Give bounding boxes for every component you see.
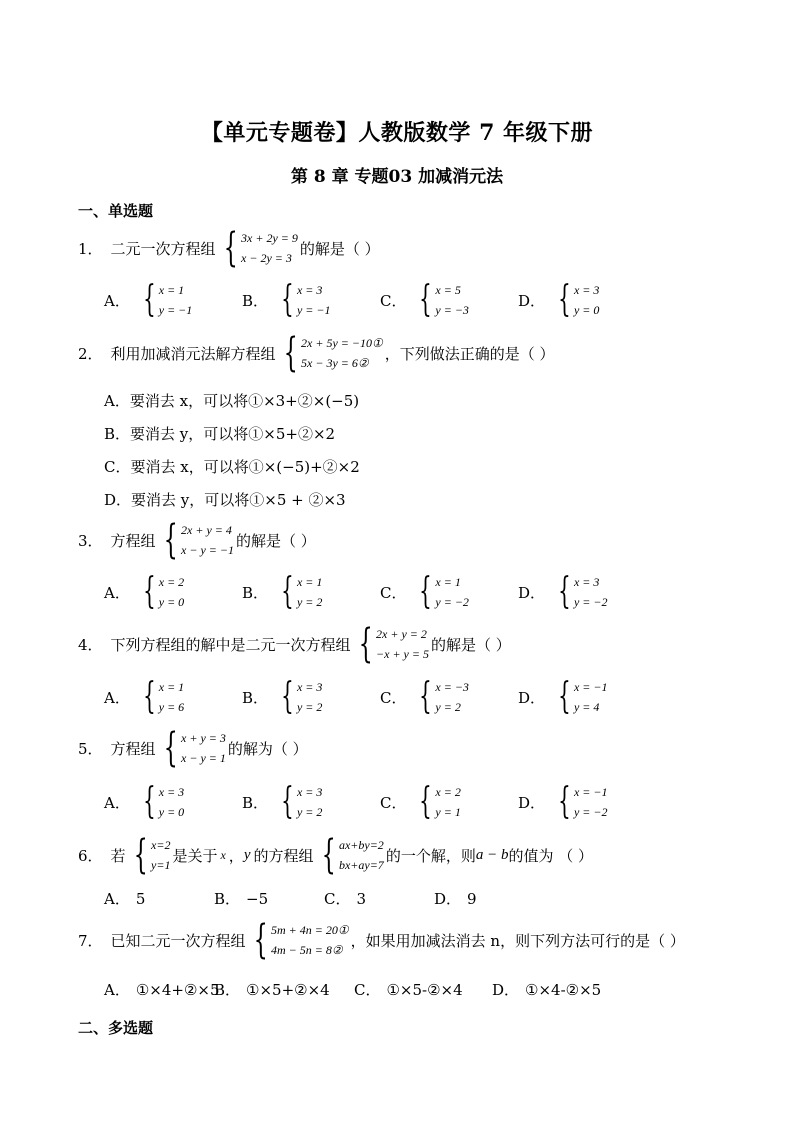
option-d[interactable]: D． { x = 3 y = −2 [518,571,608,612]
options-row [104,979,632,1000]
question-text: 的解为（ ） [227,739,308,758]
option-a[interactable]: A． { x = 3 y = 0 [104,781,185,822]
question-number: 6． [78,846,103,865]
equation-system [158,725,226,771]
brace-icon: { [281,781,294,822]
question-number: 7． [78,931,103,950]
option-c[interactable]: C． { x = 1 y = −2 [380,571,469,612]
question-5 [78,725,308,771]
option-b[interactable]: B．要消去 y，可以将①×5+②×2 [104,425,336,443]
brace-icon: { [142,279,156,320]
option-a[interactable]: A． { x = 1 y = −1 [104,279,193,320]
question-number: 2． [78,344,103,363]
equation: 2x + y = 4 [181,523,232,537]
option-d[interactable]: D． ①×4-②×5 [492,980,602,999]
options-row [104,782,656,822]
options-row [104,280,656,320]
question-1 [78,225,380,271]
option-a[interactable]: A． { x = 2 y = 0 [104,571,185,612]
option-d[interactable]: D． { x = 3 y = 0 [518,279,600,320]
option-d[interactable]: D． { x = −1 y = −2 [518,781,608,822]
equation: 5x − 3y = 6② [301,356,369,370]
question-text: 已知二元一次方程组 [110,931,246,950]
equation-system [158,517,234,563]
brace-icon: { [419,676,433,717]
question-text: ，如果用加减法消去 n，则下列方法可行的是（ ） [350,931,685,950]
option-c[interactable]: C． { x = −3 y = 2 [380,676,469,717]
equation: 3x + 2y = 9 [241,231,298,245]
option-a[interactable]: A． 5 [104,889,146,908]
section-heading-single-choice: 一、单选题 [78,202,154,220]
brace-icon: { [281,571,294,612]
question-7 [78,917,685,963]
brace-icon: { [133,832,148,878]
option-b[interactable]: B． ①×5+②×4 [214,980,330,999]
brace-icon: { [558,676,571,717]
brace-icon: { [558,279,571,320]
brace-icon: { [163,725,178,771]
equation-system [353,621,429,667]
question-4 [78,621,511,667]
brace-icon: { [419,279,433,320]
option-d[interactable]: D．要消去 y，可以将①×5 + ②×3 [104,491,346,509]
brace-icon: { [558,571,571,612]
question-text: 的值为 （ ） [508,846,593,865]
equation-system: { ax+by=2 bx+ay=7 [321,832,384,878]
equation: 5m + 4n = 20① [271,923,349,937]
question-text: 的解是（ ） [430,635,511,654]
question-number: 4． [78,635,103,654]
question-text: 的方程组 [253,846,314,865]
option-c[interactable]: C． { x = 5 y = −3 [380,279,469,320]
option-b[interactable]: B． { x = 1 y = 2 [242,571,323,612]
question-number: 1． [78,239,103,258]
brace-icon: { [253,917,268,963]
brace-icon: { [142,571,156,612]
options-row [104,677,656,717]
question-text: 若 [110,846,126,865]
equation-system [278,330,383,376]
options-row [104,572,656,612]
brace-icon: { [281,279,294,320]
equation: −x + y = 5 [376,647,429,661]
brace-icon: { [419,571,433,612]
equation-system [248,917,349,963]
equation: x − 2y = 3 [241,251,292,265]
brace-icon: { [358,621,373,667]
option-a[interactable]: A．要消去 x，可以将①×3+②×(−5) [104,392,360,410]
option-b[interactable]: B． { x = 3 y = −1 [242,279,331,320]
option-d[interactable]: D． { x = −1 y = 4 [518,676,608,717]
question-text: 的解是（ ） [235,531,316,550]
question-number: 3． [78,531,103,550]
question-text: 的一个解，则 [385,846,476,865]
equation: x − y = −1 [181,543,234,557]
brace-icon: { [281,676,294,717]
question-text: 是关于 [172,846,218,865]
equation: 2x + y = 2 [376,627,427,641]
question-6: 6． 若 { x=2 y=1 是关于 x ， y 的方程组 { ax+by=2 bx+ay=7 的一个解，则 a − b 的值为 （ ） [78,832,593,878]
equation-system: { x=2 y=1 [133,832,171,878]
option-c[interactable]: C． { x = 2 y = 1 [380,781,461,822]
brace-icon: { [558,781,571,822]
page-title: 【单元专题卷】人教版数学 7 年级下册 [200,120,594,146]
page-subtitle: 第 8 章 专题03 加减消元法 [290,167,504,187]
question-text: 方程组 [110,739,156,758]
option-d[interactable]: D． 9 [434,889,477,908]
section-heading-multiple-choice: 二、多选题 [78,1019,154,1037]
equation: x − y = 1 [181,751,226,765]
brace-icon: { [142,676,156,717]
equation-system [218,225,298,271]
option-c[interactable]: C． ①×5-②×4 [354,980,463,999]
option-b[interactable]: B． { x = 3 y = 2 [242,781,323,822]
question-text: 方程组 [110,531,156,550]
brace-icon: { [321,832,336,878]
brace-icon: { [163,517,178,563]
question-2 [78,330,555,376]
option-b[interactable]: B． { x = 3 y = 2 [242,676,323,717]
option-c[interactable]: C．要消去 x，可以将①×(−5)+②×2 [104,458,360,476]
option-c[interactable]: C． 3 [324,889,367,908]
question-text: 利用加减消元法解方程组 [110,344,276,363]
option-b[interactable]: B． −5 [214,889,269,908]
question-text: 下列方程组的解中是二元一次方程组 [110,635,351,654]
equation: 2x + 5y = −10① [301,336,383,350]
option-a[interactable]: A． ①×4+②×5 [104,980,220,999]
brace-icon: { [283,330,298,376]
options-row [104,888,544,909]
equation: x + y = 3 [181,731,226,745]
question-text: 二元一次方程组 [110,239,216,258]
brace-icon: { [223,225,238,271]
brace-icon: { [419,781,433,822]
question-number: 5． [78,739,103,758]
option-a[interactable]: A． { x = 1 y = 6 [104,676,185,717]
equation: 4m − 5n = 8② [271,943,343,957]
question-3 [78,517,316,563]
question-text: ，下列做法正确的是（ ） [384,344,555,363]
question-text: 的解是（ ） [299,239,380,258]
brace-icon: { [142,781,156,822]
